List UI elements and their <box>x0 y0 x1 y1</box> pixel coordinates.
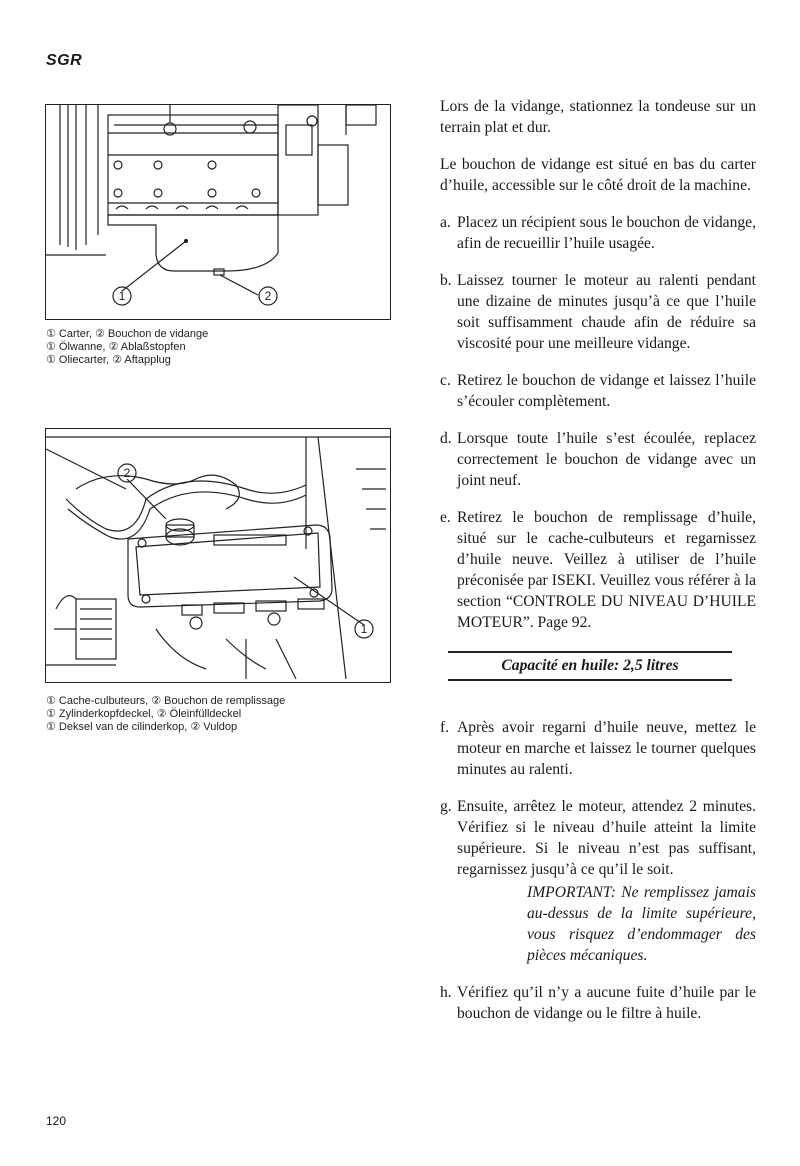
intro-paragraph-1: Lors de la vidange, stationnez la tondeuse sur un terrain plat et dur. <box>440 98 756 136</box>
oil-capacity-box: Capacité en huile: 2,5 litres <box>448 651 732 681</box>
step-h <box>440 982 756 1024</box>
step-text: Vérifiez qu’il n’y a aucune fuite d’huile par le bouchon de vidange ou le filtre à huile. <box>457 984 756 1022</box>
step-f <box>440 717 756 780</box>
step-letter: f. <box>440 719 450 736</box>
step-letter: c. <box>440 372 451 389</box>
figure-rocker-cover <box>45 428 391 683</box>
figure2-callout-2: 2 <box>123 466 131 480</box>
oil-pan-illustration <box>46 105 390 319</box>
step-text: Après avoir regarni d’huile neuve, mettez le moteur en marche et laissez le tourner quelques minutes au ralenti. <box>457 719 756 778</box>
figure-oil-pan <box>45 104 391 320</box>
rocker-cover-illustration <box>46 429 390 682</box>
page-number: 120 <box>46 1114 67 1128</box>
step-letter: b. <box>440 272 452 289</box>
figure1-caption <box>46 328 396 367</box>
step-text: Placez un récipient sous le bouchon de vidange, afin de recueillir l’huile usagée. <box>457 214 756 252</box>
step-letter: d. <box>440 430 452 447</box>
intro-paragraph-2: Le bouchon de vidange est situé en bas du carter d’huile, accessible sur le côté droit de la machine. <box>440 156 756 194</box>
step-letter: a. <box>440 214 451 231</box>
step-e <box>440 507 756 633</box>
manual-model-header: SGR <box>46 52 83 69</box>
important-note: IMPORTANT: Ne remplissez jamais au-dessus de la limite supérieure, vous risquez d’endommager des pièces mécaniques. <box>527 884 756 964</box>
step-text: Lorsque toute l’huile s’est écoulée, replacez correctement le bouchon de vidange avec un joint neuf. <box>457 430 756 489</box>
step-g <box>440 796 756 966</box>
step-a <box>440 212 756 254</box>
figure2-caption <box>46 695 396 734</box>
step-b <box>440 270 756 354</box>
figure1-caption-de: ① Ölwanne, ② Ablaßstopfen <box>46 341 186 353</box>
figure1-callout-1: 1 <box>118 289 126 303</box>
step-text: Retirez le bouchon de remplissage d’huile, situé sur le cache-culbuteurs et regarnissez d’huile neuve. Veillez à utiliser de l’huile préconisée par ISEKI. Veuillez vous référer à la section “CONTROLE DU NIVEAU D’HUILE MOTEUR”. Page 92. <box>457 509 756 631</box>
step-letter: e. <box>440 509 451 526</box>
figure1-caption-nl: ① Oliecarter, ② Aftapplug <box>46 354 171 366</box>
step-text: Retirez le bouchon de vidange et laissez l’huile s’écouler complètement. <box>457 372 756 410</box>
figure2-callout-1: 1 <box>360 622 368 636</box>
instructions-column <box>440 96 756 1040</box>
step-letter: h. <box>440 984 452 1001</box>
step-d <box>440 428 756 491</box>
figure2-caption-nl: ① Deksel van de cilinderkop, ② Vuldop <box>46 721 238 733</box>
step-text: Laissez tourner le moteur au ralenti pendant une dizaine de minutes jusqu’à ce que l’huile soit suffisamment chaude afin de réduire sa viscosité pour une meilleure vidange. <box>457 272 756 352</box>
step-c <box>440 370 756 412</box>
step-letter: g. <box>440 798 452 815</box>
step-text: Ensuite, arrêtez le moteur, attendez 2 minutes. Vérifiez si le niveau d’huile atteint la limite supérieure. Si le niveau n’est pas suffisant, regarnissez jusqu’à ce qu’il le soit. <box>457 798 756 878</box>
figure2-caption-de: ① Zylinderkopfdeckel, ② Öleinfülldeckel <box>46 708 242 720</box>
figure2-caption-fr: ① Cache-culbuteurs, ② Bouchon de remplissage <box>46 695 286 707</box>
figure1-callout-2: 2 <box>264 289 272 303</box>
figure1-caption-fr: ① Carter, ② Bouchon de vidange <box>46 328 209 340</box>
